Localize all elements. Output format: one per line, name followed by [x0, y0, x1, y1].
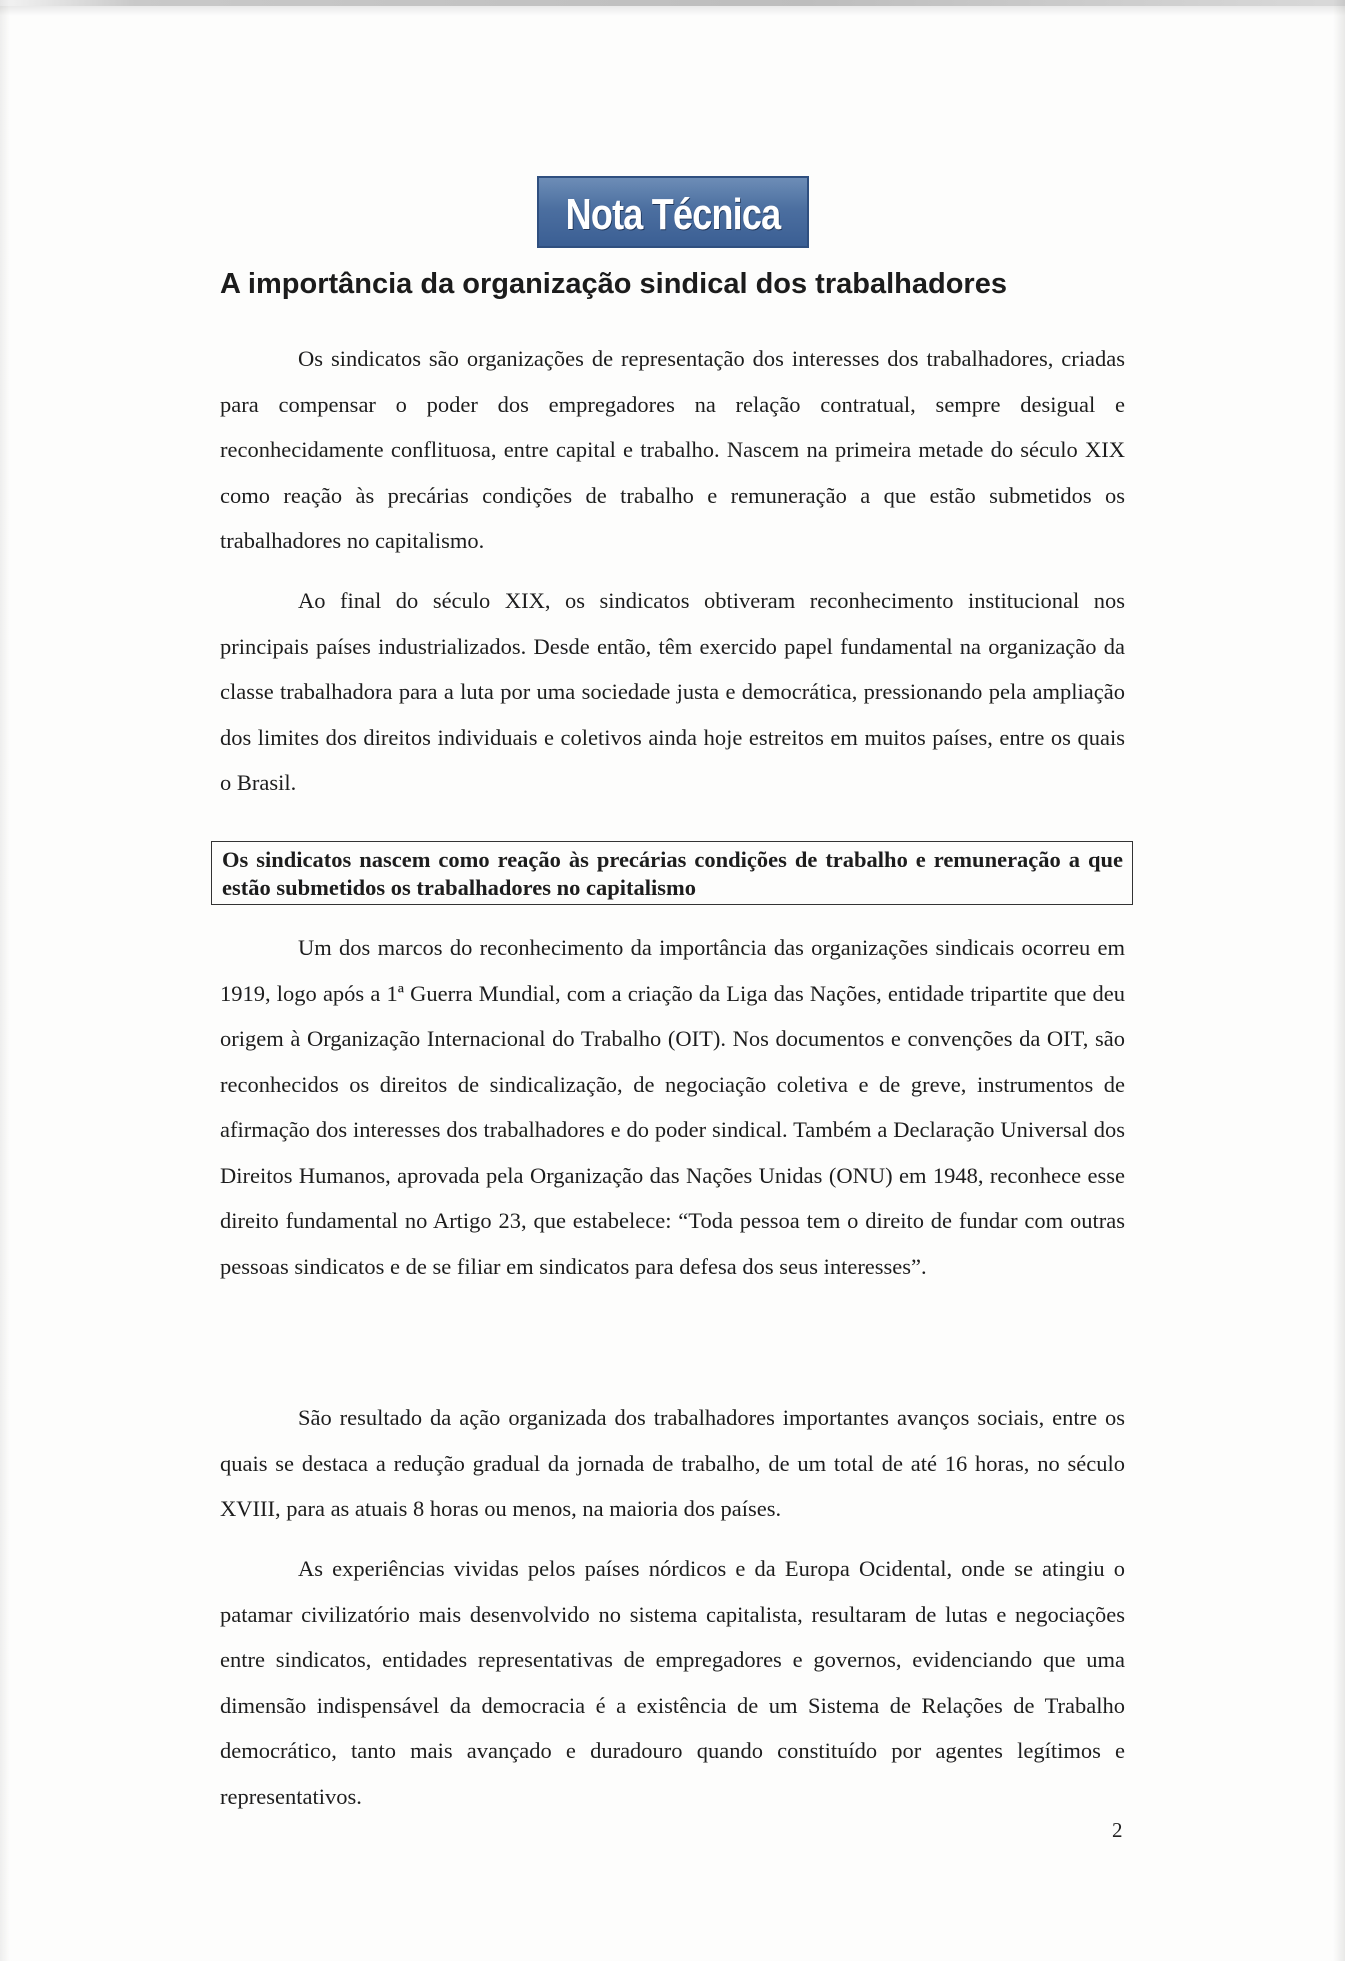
logo-label: Nota Técnica — [565, 190, 781, 239]
page-top-shadow — [0, 6, 1345, 16]
page-number: 2 — [1112, 1818, 1123, 1842]
highlight-box: Os sindicatos nascem como reação às precárias condições de trabalho e remuneração a que estão submetidos os trabalhadores no capitalismo — [211, 841, 1133, 905]
paragraph-1-block — [220, 336, 1125, 564]
document-title: A importância da organização sindical dos trabalhadores — [220, 268, 1007, 300]
paragraph: Um dos marcos do reconhecimento da importância das organizações sindicais ocorreu em 1919, logo após a 1ª Guerra Mundial, com a criação da Liga das Nações, entidade tripartite que deu origem à Organização Internacional do Trabalho (OIT). Nos documentos e convenções da OIT, são reconhecidos os direitos de sindicalização, de negociação coletiva e de greve, instrumentos de afirmação dos interesses dos trabalhadores e do poder sindical. Também a Declaração Universal dos Direitos Humanos, aprovada pela Organização das Nações Unidas (ONU) em 1948, reconhece esse direito fundamental no Artigo 23, que estabelece: “Toda pessoa tem o direito de fundar com outras pessoas sindicatos e de se filiar em sindicatos para defesa dos seus interesses”. — [220, 935, 1125, 1279]
paragraph-3-block — [220, 925, 1125, 1289]
page-right-edge — [1333, 0, 1345, 1961]
paragraph-4-block — [220, 1395, 1125, 1532]
paragraph: Os sindicatos são organizações de representação dos interesses dos trabalhadores, criadas para compensar o poder dos empregadores na relação contratual, sempre desigual e reconhecidamente conflituosa, entre capital e trabalho. Nascem na primeira metade do século XIX como reação às precárias condições de trabalho e remuneração a que estão submetidos os trabalhadores no capitalismo. — [220, 346, 1125, 553]
nota-tecnica-logo — [537, 176, 809, 248]
paragraph-2-block — [220, 578, 1125, 806]
paragraph: Ao final do século XIX, os sindicatos obtiveram reconhecimento institucional nos principais países industrializados. Desde então, têm exercido papel fundamental na organização da classe trabalhadora para a luta por uma sociedade justa e democrática, pressionando pela ampliação dos limites dos direitos individuais e coletivos ainda hoje estreitos em muitos países, entre os quais o Brasil. — [220, 588, 1125, 795]
paragraph: As experiências vividas pelos países nórdicos e da Europa Ocidental, onde se atingiu o patamar civilizatório mais desenvolvido no sistema capitalista, resultaram de lutas e negociações entre sindicatos, entidades representativas de empregadores e governos, evidenciando que uma dimensão indispensável da democracia é a existência de um Sistema de Relações de Trabalho democrático, tanto mais avançado e duradouro quando constituído por agentes legítimos e representativos. — [220, 1556, 1125, 1809]
paragraph-5-block — [220, 1546, 1125, 1819]
paragraph: São resultado da ação organizada dos trabalhadores importantes avanços sociais, entre os quais se destaca a redução gradual da jornada de trabalho, de um total de até 16 horas, no século XVIII, para as atuais 8 horas ou menos, na maioria dos países. — [220, 1405, 1125, 1521]
page-left-edge — [0, 0, 10, 1961]
